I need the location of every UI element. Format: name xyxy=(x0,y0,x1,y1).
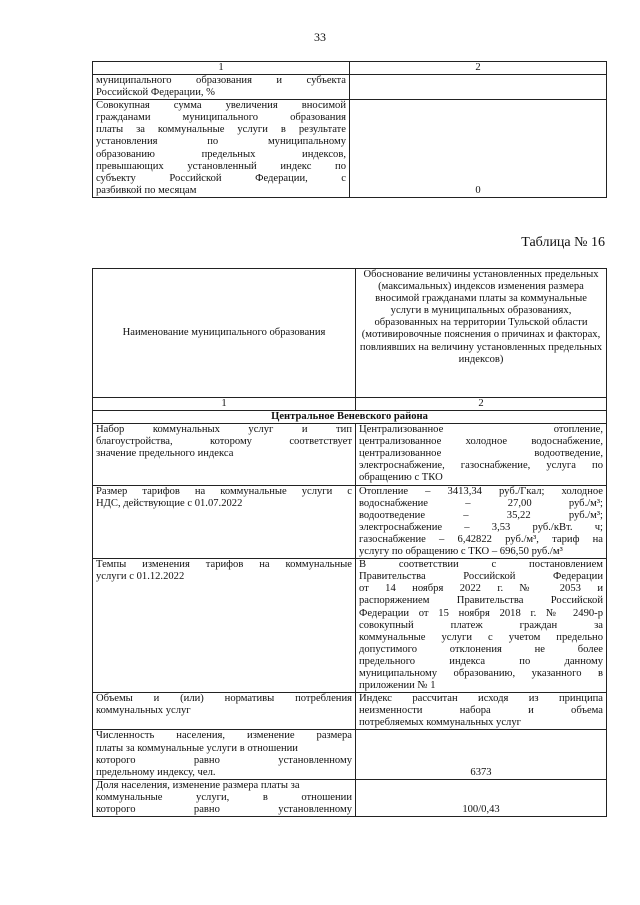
cell-line: обращению с ТКО xyxy=(359,472,443,484)
cell-line: В соответствии с постановлением xyxy=(359,559,603,571)
row-value: 6373 xyxy=(356,730,607,779)
table-row xyxy=(93,559,607,693)
row-value: 100/0,43 xyxy=(356,779,607,816)
section-title: Центральное Веневского района xyxy=(93,411,607,424)
row-label xyxy=(93,730,356,779)
cell-line: Индекс рассчитан исходя из принципа xyxy=(359,693,603,705)
cell-line: платы за коммунальные услуги в результате xyxy=(96,124,346,136)
row-value xyxy=(356,559,607,693)
table-row xyxy=(93,779,607,816)
cell-line: Темпы изменения тарифов на коммунальные xyxy=(96,559,352,571)
cell-line: Федерации от 15 ноября 2018 г. № 2490-р xyxy=(359,607,603,619)
column-header-2: 2 xyxy=(350,62,607,75)
cell-line: предельному индексу, чел. xyxy=(96,766,216,778)
row-label xyxy=(93,424,356,485)
cell-line: Доля населения, изменение размера платы за xyxy=(96,779,300,791)
table-cell-label xyxy=(93,100,350,198)
column-header-1: 1 xyxy=(93,62,350,75)
cell-line: образованию предельных индексов, xyxy=(96,148,346,160)
cell-line: Правительства Российской Федерации xyxy=(359,571,603,583)
cell-line: муниципальному образованию, указанного в xyxy=(359,667,603,679)
cell-line: НДС, действующие с 01.07.2022 xyxy=(96,497,243,509)
cell-line: коммунальных услуг xyxy=(96,705,191,717)
cell-line: от 14 ноября 2022 г. № 2053 и xyxy=(359,583,603,595)
header-municipality: Наименование муниципального образования xyxy=(93,269,356,398)
cell-line: коммунальные услуги, в отношении xyxy=(96,791,352,803)
cell-line: установления по муниципальному xyxy=(96,136,346,148)
cell-line: услугу по обращению с ТКО – 696,50 руб./м³ xyxy=(359,546,563,558)
cell-line: водоснабжение – 27,00 руб./м³; xyxy=(359,497,603,509)
cell-line: коммунальные услуги с учетом предельно xyxy=(359,631,603,643)
cell-line: которого равно установленному xyxy=(96,754,352,766)
row-value xyxy=(356,485,607,559)
table-cell-value: 0 xyxy=(350,100,607,198)
cell-line: благоустройства, которому соответствует xyxy=(96,436,352,448)
cell-line: совокупный платеж граждан за xyxy=(359,619,603,631)
cell-line: электроснабжение – 3,53 руб./кВт. ч; xyxy=(359,521,603,533)
row-value xyxy=(356,424,607,485)
table-16 xyxy=(92,268,607,817)
cell-line: Численность населения, изменение размера xyxy=(96,730,352,742)
cell-line: Российской Федерации, % xyxy=(96,87,216,99)
cell-line: Объемы и (или) нормативы потребления xyxy=(96,693,352,705)
cell-line: услуги с 01.12.2022 xyxy=(96,571,185,583)
table-cell-value xyxy=(350,75,607,100)
cell-line: платы за коммунальные услуги в отношении xyxy=(96,742,298,754)
cell-line: Централизованное отопление, xyxy=(359,424,603,436)
table-cell-label xyxy=(93,75,350,100)
cell-line: муниципального образования и субъекта xyxy=(96,75,346,86)
cell-line: гражданами муниципального образования xyxy=(96,112,346,124)
cell-line: водоотведение – 35,22 руб./м³; xyxy=(359,509,603,521)
cell-line: предельного индекса по данному xyxy=(359,655,603,667)
cell-line: электроснабжение, газоснабжение, услуга по xyxy=(359,460,603,472)
cell-line: газоснабжение – 6,42822 руб./м³, тариф на xyxy=(359,533,603,545)
cell-line: субъекту Российской Федерации, с xyxy=(96,172,346,184)
cell-line: Набор коммунальных услуг и тип xyxy=(96,424,352,436)
cell-line: которого равно установленному xyxy=(96,804,352,815)
table-row xyxy=(93,424,607,485)
row-label xyxy=(93,693,356,730)
table-row xyxy=(93,693,607,730)
row-label xyxy=(93,485,356,559)
column-header-1: 1 xyxy=(93,398,356,411)
cell-line: допустимого отклонения не более xyxy=(359,643,603,655)
table-row xyxy=(93,730,607,779)
cell-line: неизменности набора и объема xyxy=(359,705,603,717)
table-row xyxy=(93,485,607,559)
row-label xyxy=(93,559,356,693)
row-value xyxy=(356,693,607,730)
cell-line: Размер тарифов на коммунальные услуги с xyxy=(96,485,352,497)
cell-line: разбивкой по месяцам xyxy=(96,184,197,196)
cell-line: Совокупная сумма увеличения вносимой xyxy=(96,100,346,112)
table-title: Таблица № 16 xyxy=(521,235,605,250)
column-header-2: 2 xyxy=(356,398,607,411)
cell-line: значение предельного индекса xyxy=(96,448,234,460)
cell-line: превышающих установленный индекс по xyxy=(96,160,346,172)
cell-line: распоряжением Правительства Российской xyxy=(359,595,603,607)
cell-line: приложении № 1 xyxy=(359,680,436,692)
cell-line: централизованное водоотведение, xyxy=(359,448,603,460)
header-justification: Обоснование величины установленных предельных (максимальных) индексов изменения размера вносимой гражданами платы за коммунальные услуги в муниципальных образованиях, образованных на территории Тульской области (мотивировочные пояснения о причинах и факторах, повлиявших на величину установленных предельных индексов) xyxy=(356,269,607,398)
page-number: 33 xyxy=(314,30,326,44)
row-label xyxy=(93,779,356,816)
continuation-table xyxy=(92,61,607,198)
cell-line: централизованное холодное водоснабжение, xyxy=(359,436,603,448)
cell-line: потребляемых коммунальных услуг xyxy=(359,717,521,729)
cell-line: Отопление – 3413,34 руб./Гкал; холодное xyxy=(359,485,603,497)
